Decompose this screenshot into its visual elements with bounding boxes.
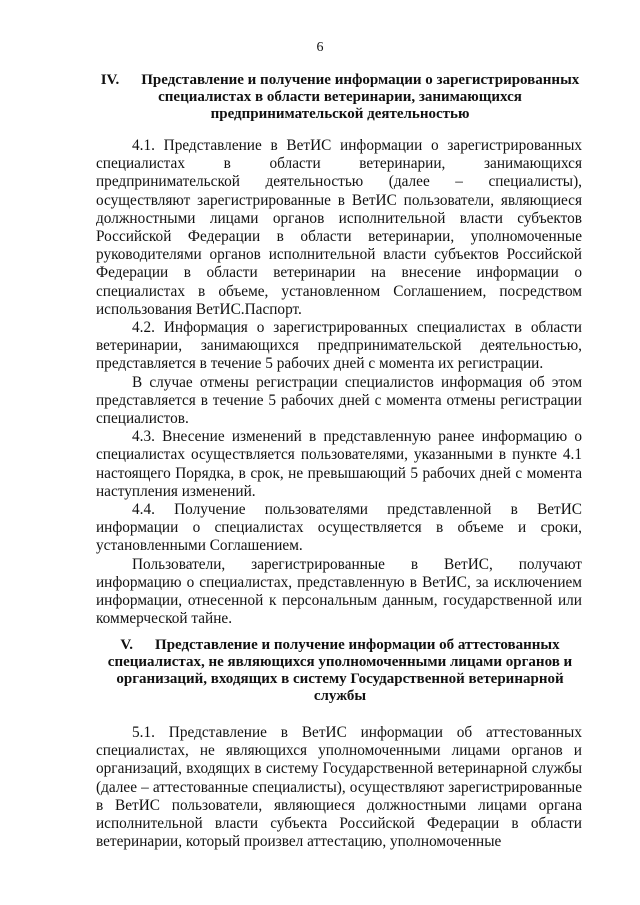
paragraph-5-1: 5.1. Представление в ВетИС информации об аттестованных специалистах, не являющихся уполномоченными лицами органов и организаций, входящих в систему Государственной ветеринарной службы (далее – аттестованные специалисты), осуществляют зарегистрированные в ВетИС пользователи, являющиеся должностными лицами органа исполнительной власти субъекта Российской Федерации в области ветеринарии, который произвел аттестацию, уполномоченные xyxy=(96,724,582,851)
section-5-number: V. xyxy=(120,637,134,653)
section-5-body xyxy=(96,724,582,851)
paragraph-4-1: 4.1. Представление в ВетИС информации о зарегистрированных специалистах в области ветеринарии, занимающихся предпринимательской деятельностью (далее – специалисты), осуществляют зарегистрированные в ВетИС пользователи, являющиеся должностными лицами органов исполнительной власти субъектов Российской Федерации в области ветеринарии, уполномоченные руководителями органов исполнительной власти субъектов Российской Федерации в области ветеринарии на внесение информации о специалистах в объеме, установленном Соглашением, посредством использования ВетИС.Паспорт. xyxy=(96,137,582,318)
section-4-heading xyxy=(90,72,590,123)
paragraph-4-4-users: Пользователи, зарегистрированные в ВетИС, получают информацию о специалистах, представленную в ВетИС, за исключением информации, отнесенной к персональным данным, государственной или коммерческой тайне. xyxy=(96,555,582,628)
section-4-number: IV. xyxy=(100,72,120,88)
paragraph-4-2: 4.2. Информация о зарегистрированных специалистах в области ветеринарии, занимающихся предпринимательской деятельностью, представляется в течение 5 рабочих дней с момента их регистрации. xyxy=(96,319,582,373)
paragraph-4-3: 4.3. Внесение изменений в представленную ранее информацию о специалистах осуществляется пользователями, указанными в пункте 4.1 настоящего Порядка, в срок, не превышающий 5 рабочих дней с момента наступления изменений. xyxy=(96,428,582,500)
page-number: 6 xyxy=(316,40,324,55)
paragraph-4-4: 4.4. Получение пользователями представленной в ВетИС информации о специалистах осуществляется в объеме и сроки, установленными Соглашением. xyxy=(96,501,582,555)
section-4-title: Представление и получение информации о зарегистрированных специалистах в области ветеринарии, занимающихся предпринимательской деятельностью xyxy=(141,72,580,122)
section-4-body xyxy=(96,137,582,628)
section-5-title: Представление и получение информации об аттестованных специалистах, не являющихся уполномоченными лицами органов и организаций, входящих в систему Государственной ветеринарной службы xyxy=(107,637,573,704)
paragraph-4-2-cancel: В случае отмены регистрации специалистов информация об этом представляется в течение 5 рабочих дней с момента отмены регистрации специалистов. xyxy=(96,373,582,428)
section-5-heading xyxy=(90,637,590,705)
